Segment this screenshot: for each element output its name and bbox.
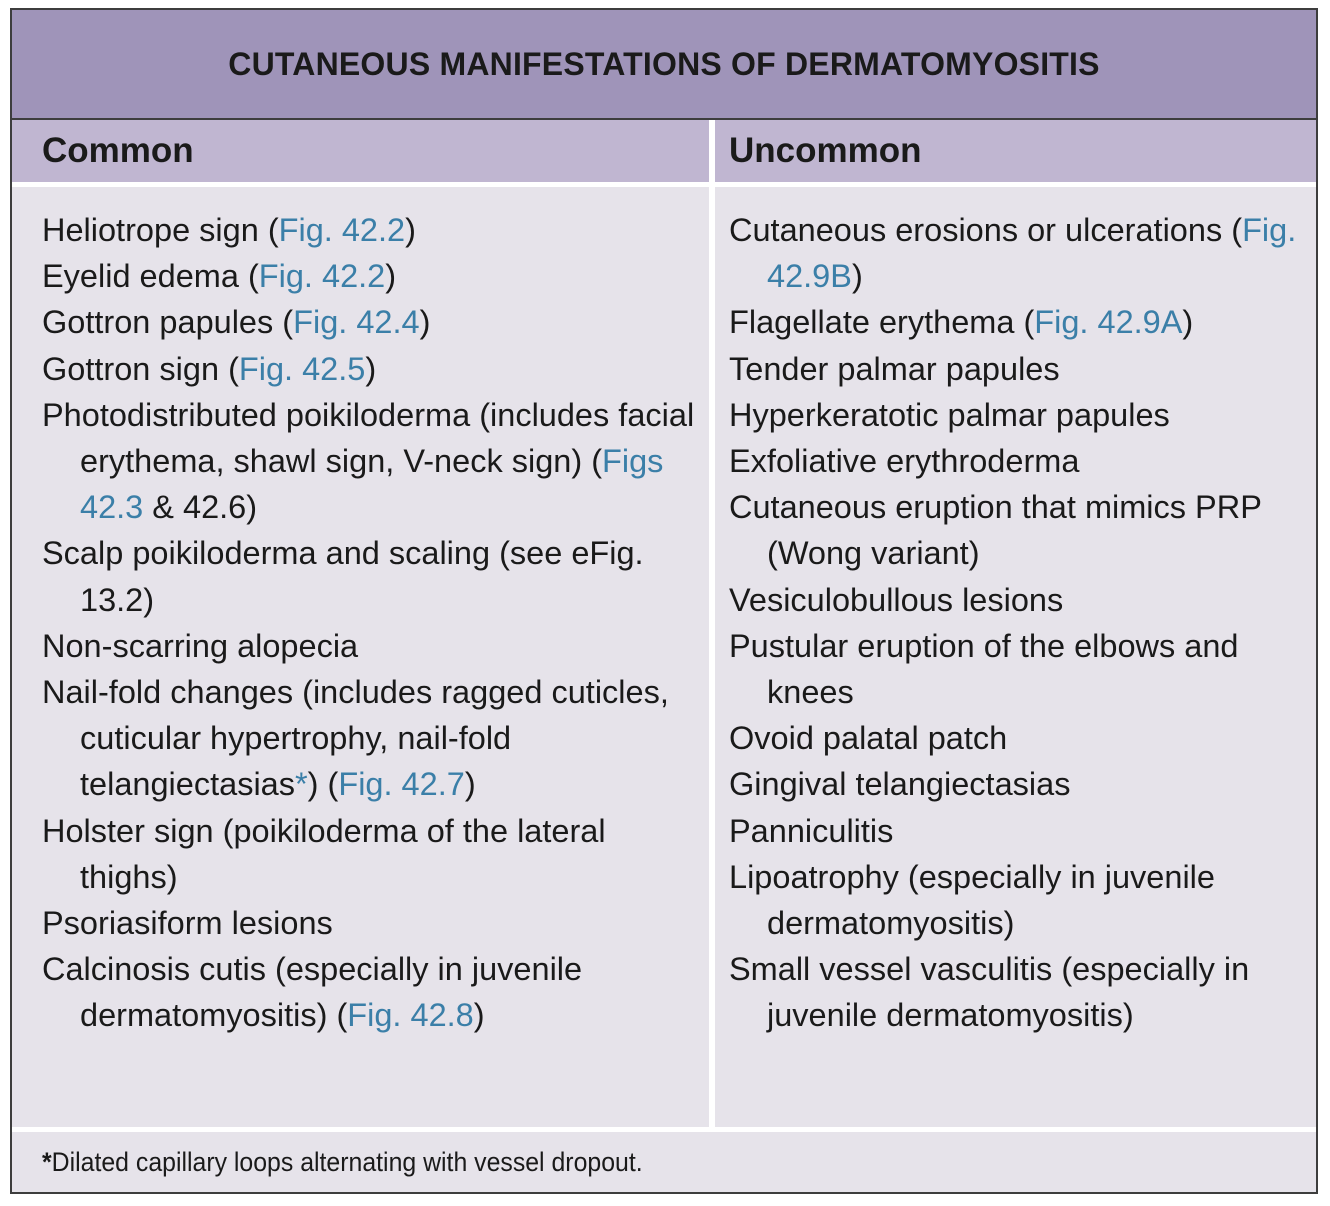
item-text: Gingival telangiectasias bbox=[729, 766, 1071, 803]
item-text: Exfoliative erythroderma bbox=[729, 443, 1080, 480]
list-item bbox=[729, 761, 1316, 807]
list-item bbox=[729, 808, 1316, 854]
item-text: ) bbox=[464, 766, 476, 803]
item-text: ) bbox=[365, 350, 377, 387]
item-text: ) bbox=[851, 258, 863, 295]
uncommon-column bbox=[715, 120, 1316, 1127]
item-text: Non-scarring alopecia bbox=[42, 627, 359, 664]
list-item bbox=[42, 669, 709, 808]
uncommon-heading: Uncommon bbox=[729, 131, 922, 170]
list-item bbox=[729, 207, 1316, 299]
table-title: CUTANEOUS MANIFESTATIONS OF DERMATOMYOSITIS bbox=[228, 45, 1100, 82]
item-text: ) bbox=[405, 212, 416, 248]
item-text: Cutaneous eruption that mimics PRP (Wong variant) bbox=[729, 489, 1262, 572]
common-list bbox=[12, 187, 709, 1039]
footnote-asterisk: * bbox=[295, 766, 308, 803]
list-item bbox=[42, 946, 709, 1038]
figure-reference-link[interactable]: Fig. 42.2 bbox=[278, 212, 406, 248]
item-text: Vesiculobullous lesions bbox=[729, 581, 1064, 618]
common-column-header bbox=[12, 120, 709, 187]
item-text: Nail-fold changes (includes ragged cuticles, cuticular hypertrophy, nail-fold telangiectasias bbox=[42, 674, 669, 803]
list-item bbox=[729, 854, 1316, 946]
list-item bbox=[42, 299, 709, 345]
item-text: Pustular eruption of the elbows and knees bbox=[729, 627, 1239, 711]
figure-reference-link[interactable]: Fig. 42.7 bbox=[338, 766, 465, 803]
item-text: Photodistributed poikiloderma (includes facial erythema, shawl sign, V-neck sign) ( bbox=[42, 396, 695, 480]
footnote-text-wrap bbox=[42, 1147, 643, 1178]
item-text: Hyperkeratotic palmar papules bbox=[729, 396, 1170, 433]
item-text: ) bbox=[419, 304, 431, 341]
table-title-bar bbox=[12, 10, 1316, 120]
item-text: Small vessel vasculitis (especially in juvenile dermatomyositis) bbox=[729, 951, 1250, 1034]
item-text: ) bbox=[473, 997, 485, 1034]
list-item bbox=[42, 207, 709, 253]
item-text: ) ( bbox=[307, 766, 339, 803]
table-footnote bbox=[12, 1127, 1316, 1192]
item-text: Cutaneous erosions or ulcerations ( bbox=[729, 212, 1243, 248]
item-text: Holster sign (poikiloderma of the lateral thighs) bbox=[42, 812, 606, 895]
footnote-mark: * bbox=[42, 1146, 52, 1177]
figure-reference-link[interactable]: Fig. 42.9A bbox=[1034, 304, 1183, 341]
list-item bbox=[729, 299, 1316, 345]
item-text: Flagellate erythema ( bbox=[729, 304, 1035, 341]
list-item bbox=[729, 715, 1316, 761]
list-item bbox=[42, 346, 709, 392]
list-item bbox=[729, 392, 1316, 438]
item-text: Eyelid edema ( bbox=[42, 258, 259, 295]
figure-reference-link[interactable]: Fig. 42.9B bbox=[767, 212, 1297, 295]
list-item bbox=[42, 253, 709, 299]
item-text: Panniculitis bbox=[729, 812, 894, 849]
common-heading: Common bbox=[42, 131, 194, 170]
list-item bbox=[42, 808, 709, 900]
item-text: Gottron papules ( bbox=[42, 304, 294, 341]
uncommon-column-header bbox=[715, 120, 1316, 187]
figure-reference-link[interactable]: Fig. 42.5 bbox=[238, 350, 366, 387]
item-text: ) bbox=[385, 258, 397, 295]
list-item bbox=[729, 623, 1316, 715]
item-text: Heliotrope sign ( bbox=[42, 212, 279, 248]
footnote-text: Dilated capillary loops alternating with vessel dropout. bbox=[51, 1146, 643, 1177]
list-item bbox=[42, 623, 709, 669]
list-item bbox=[729, 438, 1316, 484]
list-item bbox=[729, 346, 1316, 392]
common-column bbox=[12, 120, 709, 1127]
item-text: Ovoid palatal patch bbox=[729, 720, 1008, 757]
list-item bbox=[729, 484, 1316, 576]
figure-reference-link[interactable]: Fig. 42.2 bbox=[258, 258, 386, 295]
list-item bbox=[729, 946, 1316, 1038]
item-text: Scalp poikiloderma and scaling (see eFig. 13.2) bbox=[42, 535, 644, 618]
list-item bbox=[42, 530, 709, 622]
list-item bbox=[729, 577, 1316, 623]
table-frame bbox=[10, 8, 1318, 1194]
item-text: Psoriasiform lesions bbox=[42, 905, 333, 942]
list-item bbox=[42, 900, 709, 946]
list-item bbox=[42, 392, 709, 531]
item-text: ) bbox=[1182, 304, 1194, 341]
item-text: Calcinosis cutis (especially in juvenile dermatomyositis) ( bbox=[42, 951, 583, 1034]
figure-reference-link[interactable]: Figs 42.3 bbox=[80, 443, 664, 526]
item-text: & 42.6) bbox=[143, 489, 258, 526]
item-text: Tender palmar papules bbox=[729, 350, 1060, 387]
item-text: Lipoatrophy (especially in juvenile dermatomyositis) bbox=[729, 858, 1215, 942]
figure-reference-link[interactable]: Fig. 42.4 bbox=[293, 304, 420, 341]
item-text: Gottron sign ( bbox=[42, 350, 239, 387]
uncommon-list bbox=[715, 187, 1316, 1039]
figure-reference-link[interactable]: Fig. 42.8 bbox=[347, 997, 474, 1034]
